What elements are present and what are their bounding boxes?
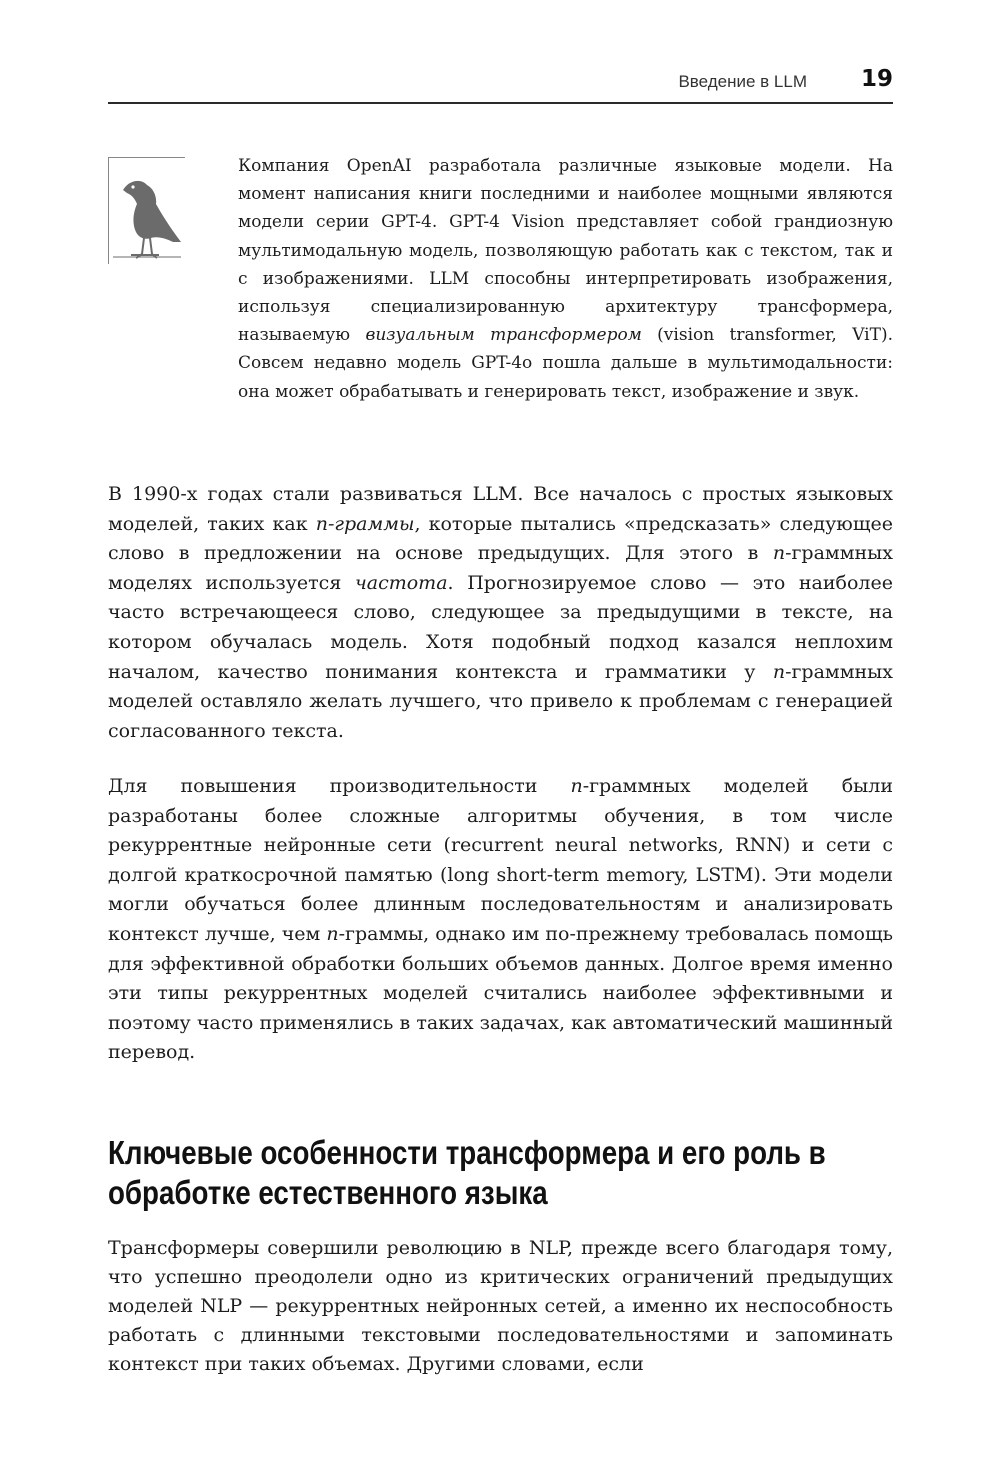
running-header	[108, 66, 893, 104]
section-heading: Ключевые особенности трансформера и его роль в обработке естественного языка	[108, 1134, 826, 1211]
page-number: 19	[860, 66, 893, 92]
paragraph-1: В 1990-х годах стали развиваться LLM. Все началось с простых языковых моделей, таких как n-граммы, которые пытались «предсказать» следующее слово в предложении на основе предыдущих. Для этого в n-граммных моделях используется частота. Прогнозируемое слово — это наиболее часто встречающееся слово, следующее за предыдущими в тексте, на котором обучалась модель. Хотя подобный подход казался неплохим началом, качество понимания контекста и грамматики у n-граммных моделей оставляло желать лучшего, что привело к проблемам с генерацией согласованного текста.	[108, 483, 894, 742]
paragraph-2: Для повышения производительности n-граммных моделей были разработаны более сложные алгоритмы обучения, в том числе рекуррентные нейронные сети (recurrent neural networks, RNN) и сети с долгой краткосрочной памятью (long short-term memory, LSTM). Эти модели могли обучаться более длинным последовательностям и анализировать контекст лучше, чем n-граммы, однако им по-прежнему требовалась помощь для эффективной обработки больших объемов данных. Долгое время именно эти типы рекуррентных моделей считались наиболее эффективными и поэтому часто применялись в таких задачах, как автоматический машинный перевод.	[108, 775, 893, 1064]
crow-icon	[109, 158, 185, 264]
note-text: Компания OpenAI разработала различные языковые модели. На момент написания книги последними и наиболее мощными являются модели серии GPT-4. GPT-4 Vision представляет собой грандиозную мультимодальную модель, позволяющую работать как с текстом, так и с изображениями. LLM способны интерпретировать изображения, используя специализированную архитектуру трансформера, называемую визуальным трансформером (vision transformer, ViT). Совсем недавно модель GPT-4o пошла дальше в мультимодальности: она может обрабатывать и генерировать текст, изображение и звук.	[238, 156, 893, 402]
note-icon-frame	[108, 157, 185, 264]
section-title: Введение в LLM	[678, 72, 807, 91]
paragraph-3: Трансформеры совершили революцию в NLP, прежде всего благодаря тому, что успешно преодолели одно из критических ограничений предыдущих моделей NLP — рекуррентных нейронных сетей, а именно их неспособность работать с длинными текстовыми последовательностями и запоминать контекст при таких объемах. Другими словами, если	[108, 1237, 893, 1375]
